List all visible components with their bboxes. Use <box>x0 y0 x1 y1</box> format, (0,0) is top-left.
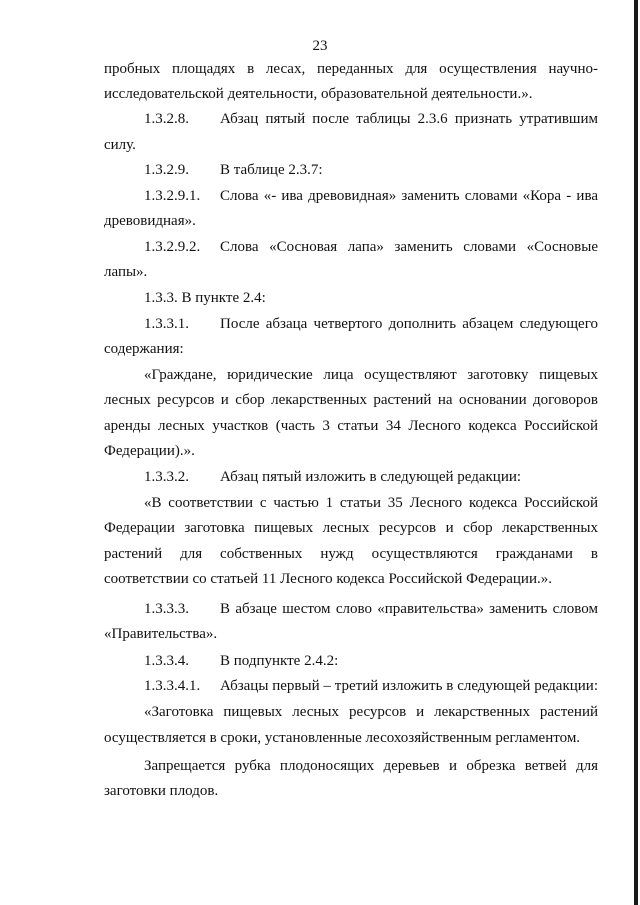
text-line: Запрещается рубка плодоносящих деревьев и обрезка ветвей для <box>144 758 598 774</box>
paragraph-1-3-3-4 <box>144 652 338 670</box>
text-line: «Граждане, юридические лица осуществляют заготовку пищевых <box>144 367 598 383</box>
paragraph-text: В подпункте 2.4.2: <box>220 653 339 669</box>
paragraph-number: 1.3.3.1. <box>144 316 189 332</box>
paragraph-text: Слова «- ива древовидная» заменить словами «Кора - ива <box>220 188 598 204</box>
text-line: осуществляется в сроки, установленные лесохозяйственным регламентом. <box>104 730 581 746</box>
paragraph-text: В абзаце шестом слово «правительства» заменить словом <box>220 601 598 617</box>
text-line: исследовательской деятельности, образовательной деятельности.». <box>104 86 533 102</box>
paragraph-number: 1.3.3.3. <box>144 601 189 617</box>
text-line: содержания: <box>104 341 184 357</box>
paragraph-number: 1.3.2.9.1. <box>144 188 201 204</box>
paragraph-1-3-3-2 <box>144 468 521 486</box>
text-line: растений для собственных нужд осуществляются гражданами в <box>104 546 598 562</box>
paragraph-text: Абзац пятый изложить в следующей редакции: <box>220 469 522 485</box>
paragraph-1-3-2-8 <box>144 110 598 128</box>
paragraph-number: 1.3.2.9.2. <box>144 239 201 255</box>
paragraph-text: Абзацы первый – третий изложить в следующей редакции: <box>220 678 598 694</box>
text-line: аренды лесных участков (часть 3 статьи 34 Лесного кодекса Российской <box>104 418 598 434</box>
paragraph-1-3-3-3 <box>144 600 598 618</box>
paragraph-1-3-2-9-1 <box>144 187 598 205</box>
text-line: древовидная». <box>104 213 196 229</box>
text-line: «Правительства». <box>104 626 218 642</box>
text-line: «В соответствии с частью 1 статьи 35 Лесного кодекса Российской <box>144 495 598 511</box>
paragraph-text: Абзац пятый после таблицы 2.3.6 признать утратившим <box>220 111 598 127</box>
text-line: силу. <box>104 137 136 153</box>
text-line: соответствии со статьей 11 Лесного кодекса Российской Федерации.». <box>104 571 552 587</box>
paragraph-1-3-3-4-1 <box>144 677 598 695</box>
text-line: заготовки плодов. <box>104 783 219 799</box>
page-number: 23 <box>312 38 328 54</box>
paragraph-1-3-3-1 <box>144 315 598 333</box>
paragraph-1-3-2-9-2 <box>144 238 598 256</box>
paragraph-text: В таблице 2.3.7: <box>220 162 323 178</box>
paragraph-number: 1.3.3.2. <box>144 469 189 485</box>
paragraph-number: 1.3.3.4. <box>144 653 189 669</box>
paragraph-number: 1.3.2.8. <box>144 111 189 127</box>
scan-edge <box>634 0 638 905</box>
paragraph-1-3-3: 1.3.3. В пункте 2.4: <box>144 290 266 306</box>
paragraph-number: 1.3.3.4.1. <box>144 678 201 694</box>
text-line: лапы». <box>104 264 148 280</box>
text-line: пробных площадях в лесах, переданных для осуществления научно- <box>104 61 598 77</box>
paragraph-number: 1.3.2.9. <box>144 162 189 178</box>
text-line: «Заготовка пищевых лесных ресурсов и лекарственных растений <box>144 704 598 720</box>
text-line: Федерации).». <box>104 443 195 459</box>
text-line: Федерации заготовка пищевых лесных ресурсов и сбор лекарственных <box>104 520 598 536</box>
paragraph-1-3-2-9 <box>144 161 323 179</box>
paragraph-text: После абзаца четвертого дополнить абзацем следующего <box>220 316 598 332</box>
text-line: лесных ресурсов и сбор лекарственных растений на основании договоров <box>104 392 598 408</box>
paragraph-text: Слова «Сосновая лапа» заменить словами «Сосновые <box>220 239 598 255</box>
